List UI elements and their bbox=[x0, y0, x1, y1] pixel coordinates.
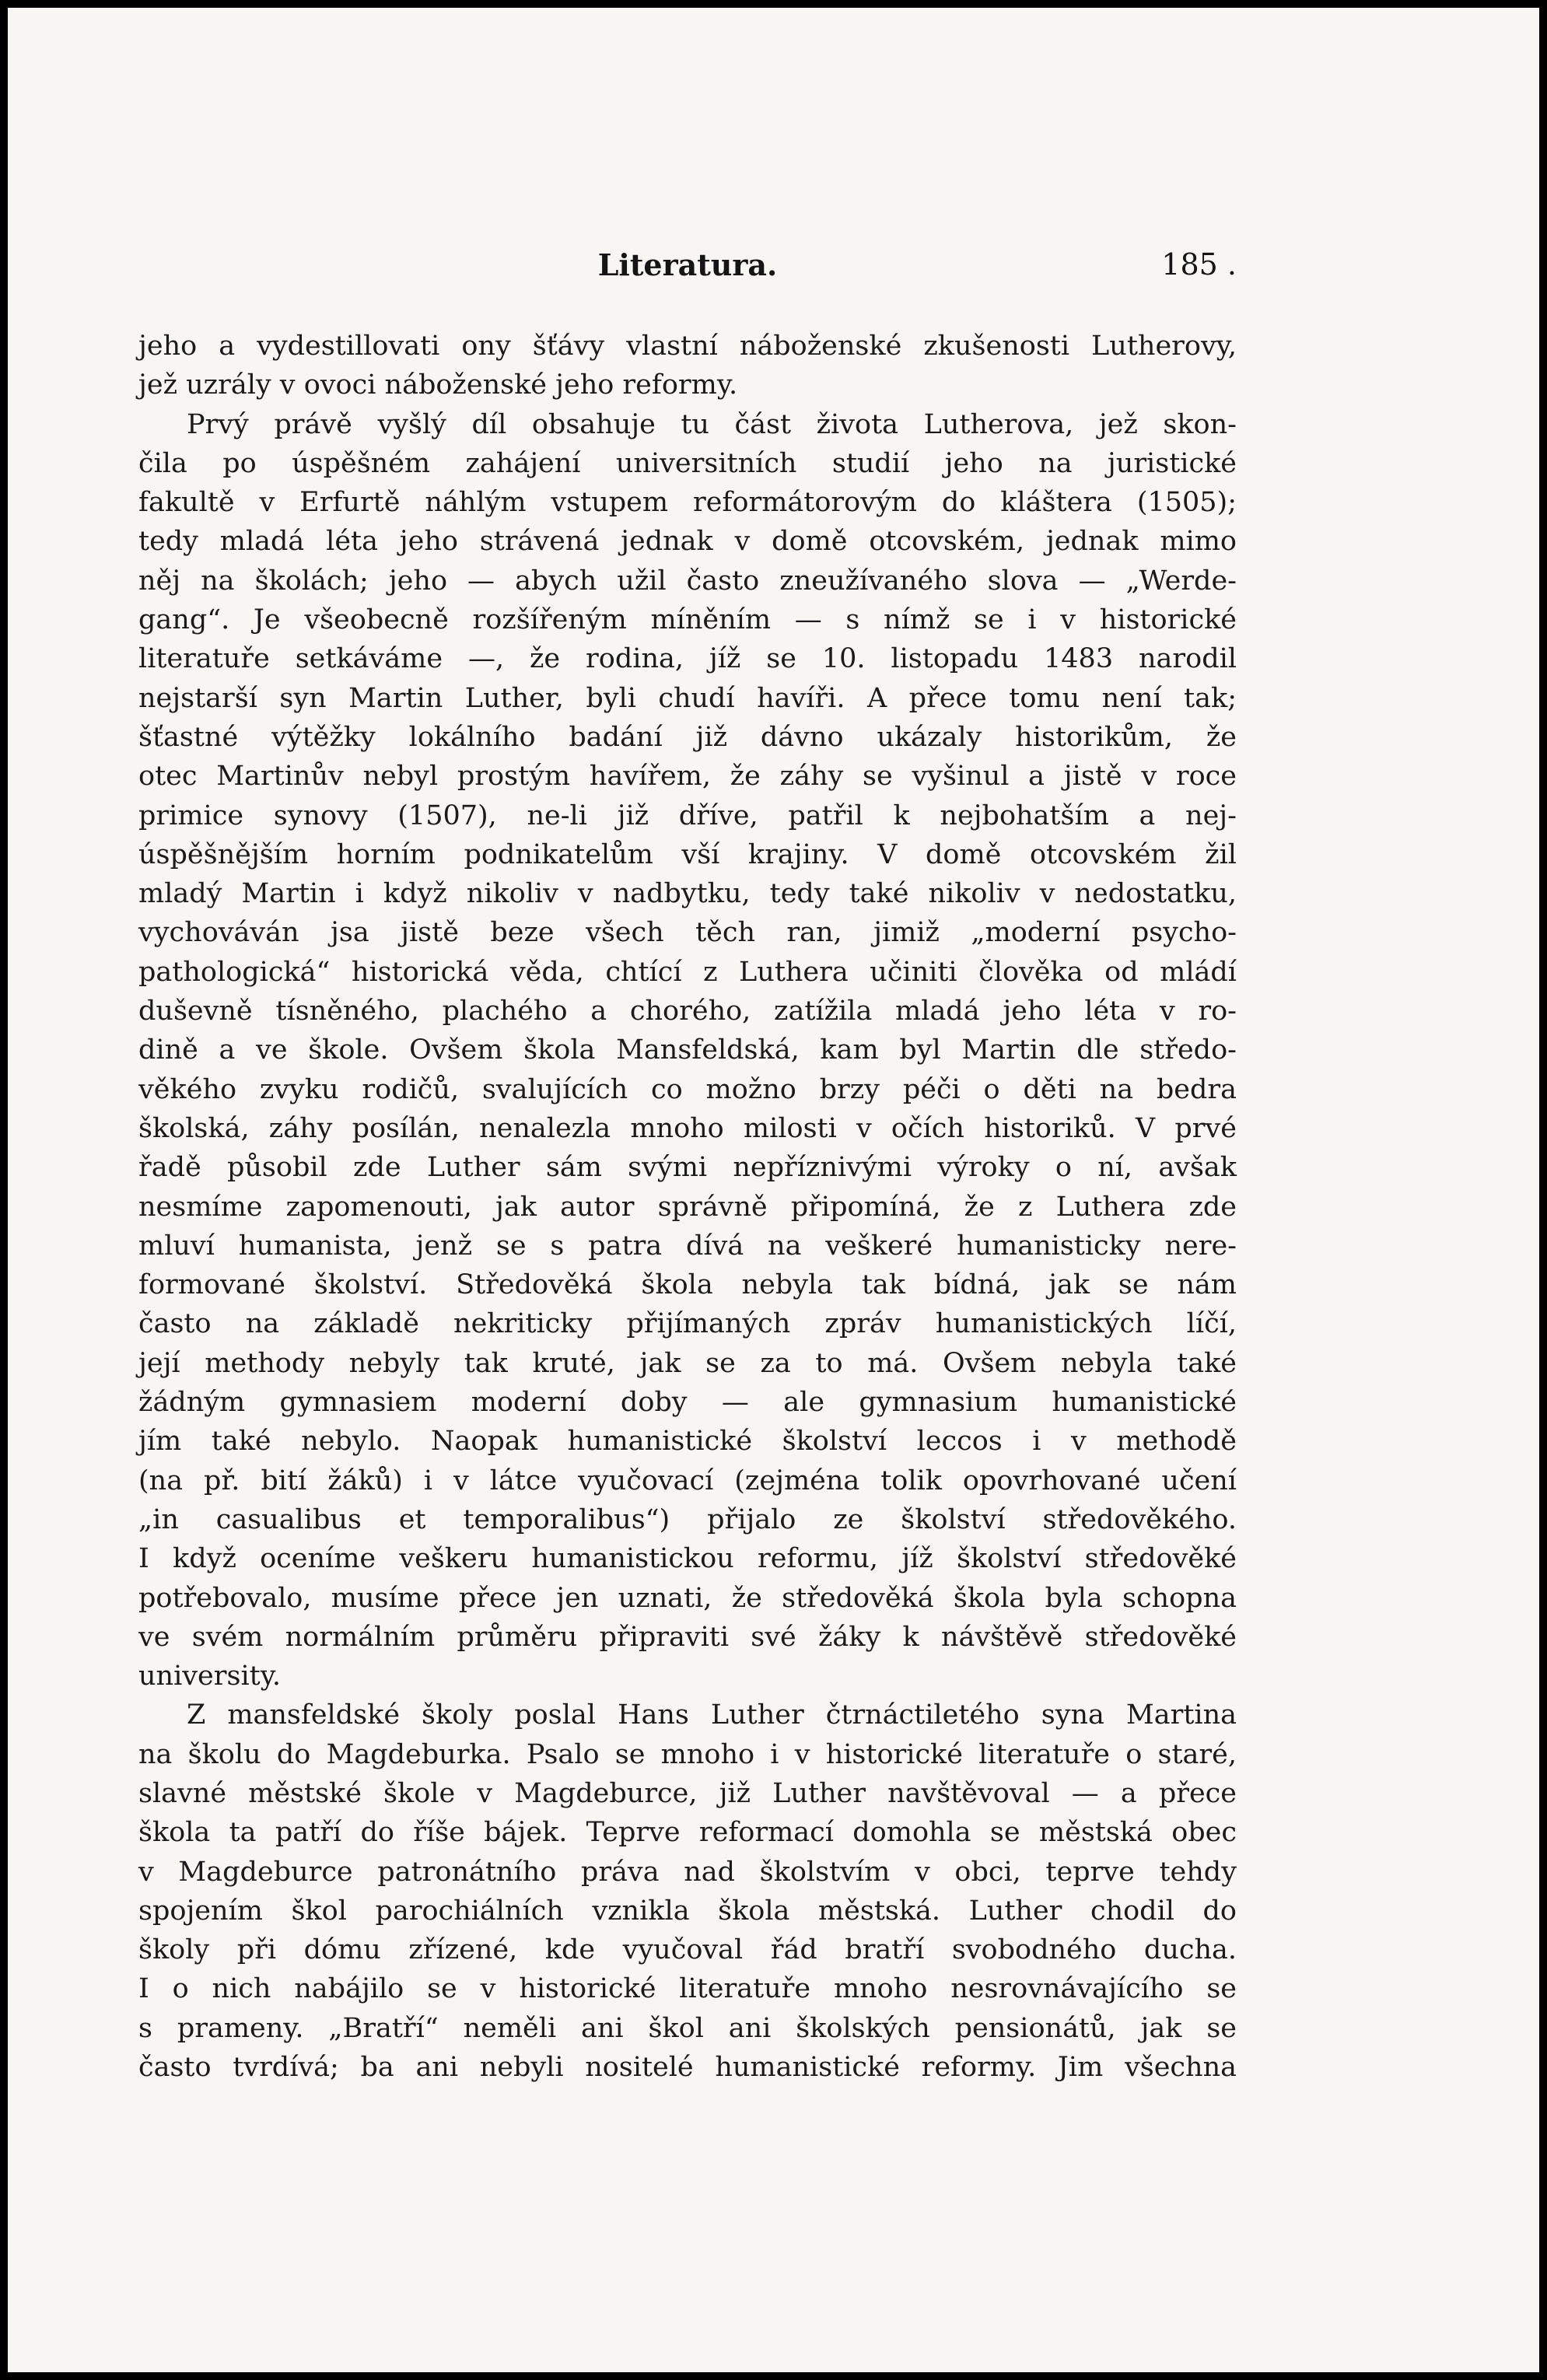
text-line: I o nich nabájilo se v historické literatuře mnoho nesrovnávajícího se bbox=[138, 1973, 1237, 2005]
text-line: žádným gymnasiem moderní doby — ale gymnasium humanistické bbox=[138, 1387, 1237, 1419]
text-line: dině a ve škole. Ovšem škola Mansfeldská, kam byl Martin dle středo- bbox=[138, 1034, 1237, 1066]
text-line: otec Martinův nebyl prostým havířem, že záhy se vyšinul a jistě v roce bbox=[138, 761, 1237, 793]
text-line: (na př. bití žáků) i v látce vyučovací (zejména tolik opovrhované učení bbox=[138, 1465, 1237, 1496]
text-line: nejstarší syn Martin Luther, byli chudí havíři. A přece tomu není tak; bbox=[138, 682, 1237, 714]
text-line: jím také nebylo. Naopak humanistické školství leccos i v methodě bbox=[138, 1426, 1237, 1458]
body-text bbox=[138, 327, 1237, 2087]
text-line: duševně tísněného, plachého a chorého, zatížila mladá jeho léta v ro- bbox=[138, 996, 1237, 1027]
text-line: často na základě nekriticky přijímaných zpráv humanistických líčí, bbox=[138, 1308, 1237, 1340]
text-line: spojením škol parochiálních vznikla škola městská. Luther chodil do bbox=[138, 1895, 1237, 1927]
paragraph-first-line: Prvý právě vyšlý díl obsahuje tu část života Lutherova, jež skon- bbox=[187, 408, 1237, 440]
text-line: primice synovy (1507), ne-li již dříve, patřil k nejbohatším a nej- bbox=[138, 800, 1237, 831]
text-line: potřebovalo, musíme přece jen uznati, že středověká škola byla schopna bbox=[138, 1582, 1237, 1614]
text-line: fakultě v Erfurtě náhlým vstupem reformátorovým do kláštera (1505); bbox=[138, 487, 1237, 519]
text-line: pathologická“ historická věda, chtící z Luthera učiniti člověka od mládí bbox=[138, 956, 1237, 988]
text-line: I když oceníme veškeru humanistickou reformu, jíž školství středověké bbox=[138, 1543, 1237, 1575]
text-line: školská, záhy posílán, nenalezla mnoho milosti v očích historiků. V prvé bbox=[138, 1112, 1237, 1144]
text-line: mladý Martin i když nikoliv v nadbytku, tedy také nikoliv v nedostatku, bbox=[138, 878, 1237, 910]
text-line: řadě působil zde Luther sám svými nepříznivými výroky o ní, avšak bbox=[138, 1152, 1237, 1184]
text-line: literatuře setkáváme —, že rodina, jíž se 10. listopadu 1483 narodil bbox=[138, 643, 1237, 675]
running-title: Literatura. bbox=[597, 247, 778, 282]
text-line: s prameny. „Bratří“ neměli ani škol ani školských pensionátů, jak se bbox=[138, 2012, 1237, 2044]
text-line: slavné městské škole v Magdeburce, již Luther navštěvoval — a přece bbox=[138, 1777, 1237, 1809]
text-line: věkého zvyku rodičů, svalujících co možno brzy péči o děti na bedra bbox=[138, 1073, 1237, 1105]
text-line: úspěšnějším horním podnikatelům vší krajiny. V domě otcovském žil bbox=[138, 838, 1237, 870]
text-line: „in casualibus et temporalibus“) přijalo ze školství středověkého. bbox=[138, 1503, 1237, 1535]
page bbox=[8, 8, 1539, 2372]
page-header bbox=[138, 247, 1237, 286]
text-line: jež uzrály v ovoci náboženské jeho reformy. bbox=[138, 369, 738, 401]
text-line: formované školství. Středověká škola nebyla tak bídná, jak se nám bbox=[138, 1269, 1237, 1301]
text-line: na školu do Magdeburka. Psalo se mnoho i v historické literatuře o staré, bbox=[138, 1738, 1237, 1770]
text-line: gang“. Je všeobecně rozšířeným míněním — s nímž se i v historické bbox=[138, 604, 1237, 636]
text-line: čila po úspěšném zahájení universitních studií jeho na juristické bbox=[138, 447, 1237, 479]
text-line: něj na školách; jeho — abych užil často zneužívaného slova — „Werde- bbox=[138, 565, 1237, 597]
text-line: university. bbox=[138, 1661, 281, 1692]
text-line: často tvrdívá; ba ani nebyli nositelé humanistické reformy. Jim všechna bbox=[138, 2052, 1237, 2084]
text-line: školy při dómu zřízené, kde vyučoval řád bratří svobodného ducha. bbox=[138, 1934, 1237, 1966]
text-line: tedy mladá léta jeho strávená jednak v domě otcovském, jednak mimo bbox=[138, 526, 1237, 558]
text-line: šťastné výtěžky lokálního badání již dávno ukázaly historikům, že bbox=[138, 721, 1237, 753]
paragraph-first-line: Z mansfeldské školy poslal Hans Luther čtrnáctiletého syna Martina bbox=[187, 1699, 1237, 1731]
text-line: její methody nebyly tak kruté, jak se za to má. Ovšem nebyla také bbox=[138, 1347, 1237, 1379]
text-line: jeho a vydestillovati ony šťávy vlastní náboženské zkušenosti Lutherovy, bbox=[138, 331, 1237, 362]
text-line: škola ta patří do říše bájek. Teprve reformací domohla se městská obec bbox=[138, 1817, 1237, 1849]
text-line: vychováván jsa jistě beze všech těch ran, jimiž „moderní psycho- bbox=[138, 917, 1237, 949]
text-line: ve svém normálním průměru připraviti své žáky k návštěvě středověké bbox=[138, 1621, 1237, 1653]
page-number: 185 . bbox=[1161, 247, 1237, 282]
text-line: mluví humanista, jenž se s patra dívá na veškeré humanisticky nere- bbox=[138, 1230, 1237, 1262]
text-line: v Magdeburce patronátního práva nad školstvím v obci, teprve tehdy bbox=[138, 1856, 1237, 1888]
text-line: nesmíme zapomenouti, jak autor správně připomíná, že z Luthera zde bbox=[138, 1191, 1237, 1223]
